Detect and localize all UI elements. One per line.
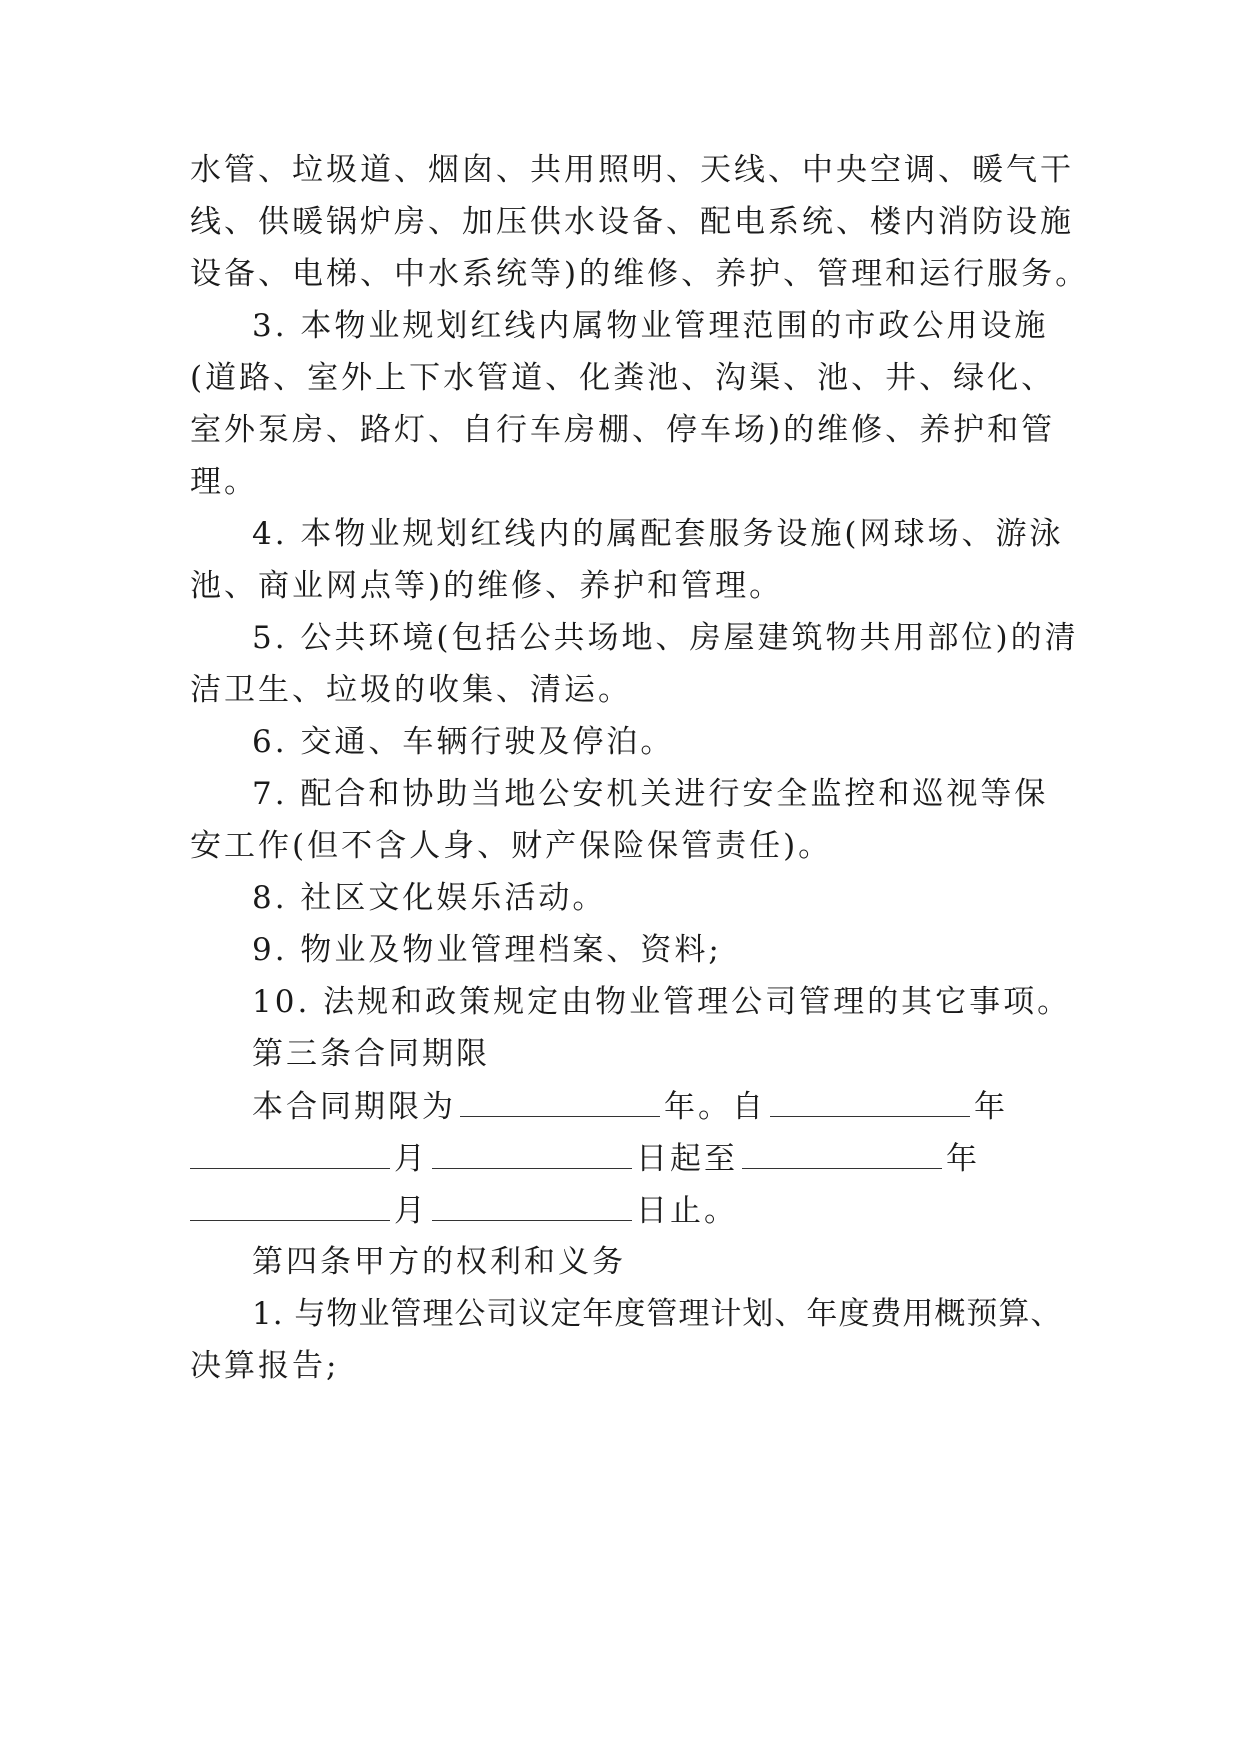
paragraph-line: 10. 法规和政策规定由物业管理公司管理的其它事项。	[252, 984, 1072, 1020]
paragraph-line: 线、供暖锅炉房、加压供水设备、配电系统、楼内消防设施	[190, 204, 1074, 240]
blank-field[interactable]	[432, 1190, 632, 1221]
blank-field[interactable]	[770, 1086, 970, 1117]
blank-field[interactable]	[460, 1086, 660, 1117]
paragraph-line: 4. 本物业规划红线内的属配套服务设施(网球场、游泳	[252, 516, 1064, 552]
blank-field[interactable]	[190, 1190, 390, 1221]
paragraph-line: 洁卫生、垃圾的收集、清运。	[190, 672, 632, 708]
term-text: 年	[974, 1089, 1008, 1125]
paragraph-line: 水管、垃圾道、烟囱、共用照明、天线、中央空调、暖气干	[190, 152, 1074, 188]
paragraph-line: 1. 与物业管理公司议定年度管理计划、年度费用概预算、	[252, 1296, 1063, 1332]
term-text: 本合同期限为	[252, 1089, 456, 1125]
term-line	[190, 1138, 1050, 1179]
paragraph-line: 3. 本物业规划红线内属物业管理范围的市政公用设施	[252, 308, 1049, 344]
term-text: 日起至	[636, 1141, 738, 1177]
section-heading: 第四条甲方的权利和义务	[252, 1244, 626, 1280]
section-heading: 第三条合同期限	[252, 1036, 490, 1072]
paragraph-line: 5. 公共环境(包括公共场地、房屋建筑物共用部位)的清	[252, 620, 1079, 656]
paragraph-line: 室外泵房、路灯、自行车房棚、停车场)的维修、养护和管	[190, 412, 1056, 448]
paragraph-line: 决算报告;	[190, 1348, 340, 1384]
paragraph-line: 理。	[190, 464, 258, 500]
paragraph-line: 8. 社区文化娱乐活动。	[252, 880, 607, 916]
paragraph-line: 7. 配合和协助当地公安机关进行安全监控和巡视等保	[252, 776, 1049, 812]
term-line	[190, 1190, 1050, 1231]
paragraph-line: 9. 物业及物业管理档案、资料;	[252, 932, 722, 968]
paragraph-line: (道路、室外上下水管道、化粪池、沟渠、池、井、绿化、	[190, 360, 1056, 396]
term-text: 月	[394, 1141, 428, 1177]
term-text: 年	[946, 1141, 980, 1177]
blank-field[interactable]	[432, 1138, 632, 1169]
term-line	[252, 1086, 1052, 1127]
term-text: 日止。	[636, 1193, 738, 1229]
blank-field[interactable]	[742, 1138, 942, 1169]
paragraph-line: 设备、电梯、中水系统等)的维修、养护、管理和运行服务。	[190, 256, 1090, 292]
term-text: 月	[394, 1193, 428, 1229]
paragraph-line: 6. 交通、车辆行驶及停泊。	[252, 724, 675, 760]
paragraph-line: 池、商业网点等)的维修、养护和管理。	[190, 568, 784, 604]
blank-field[interactable]	[190, 1138, 390, 1169]
paragraph-line: 安工作(但不含人身、财产保险保管责任)。	[190, 828, 833, 864]
term-text: 年。自	[664, 1089, 766, 1125]
